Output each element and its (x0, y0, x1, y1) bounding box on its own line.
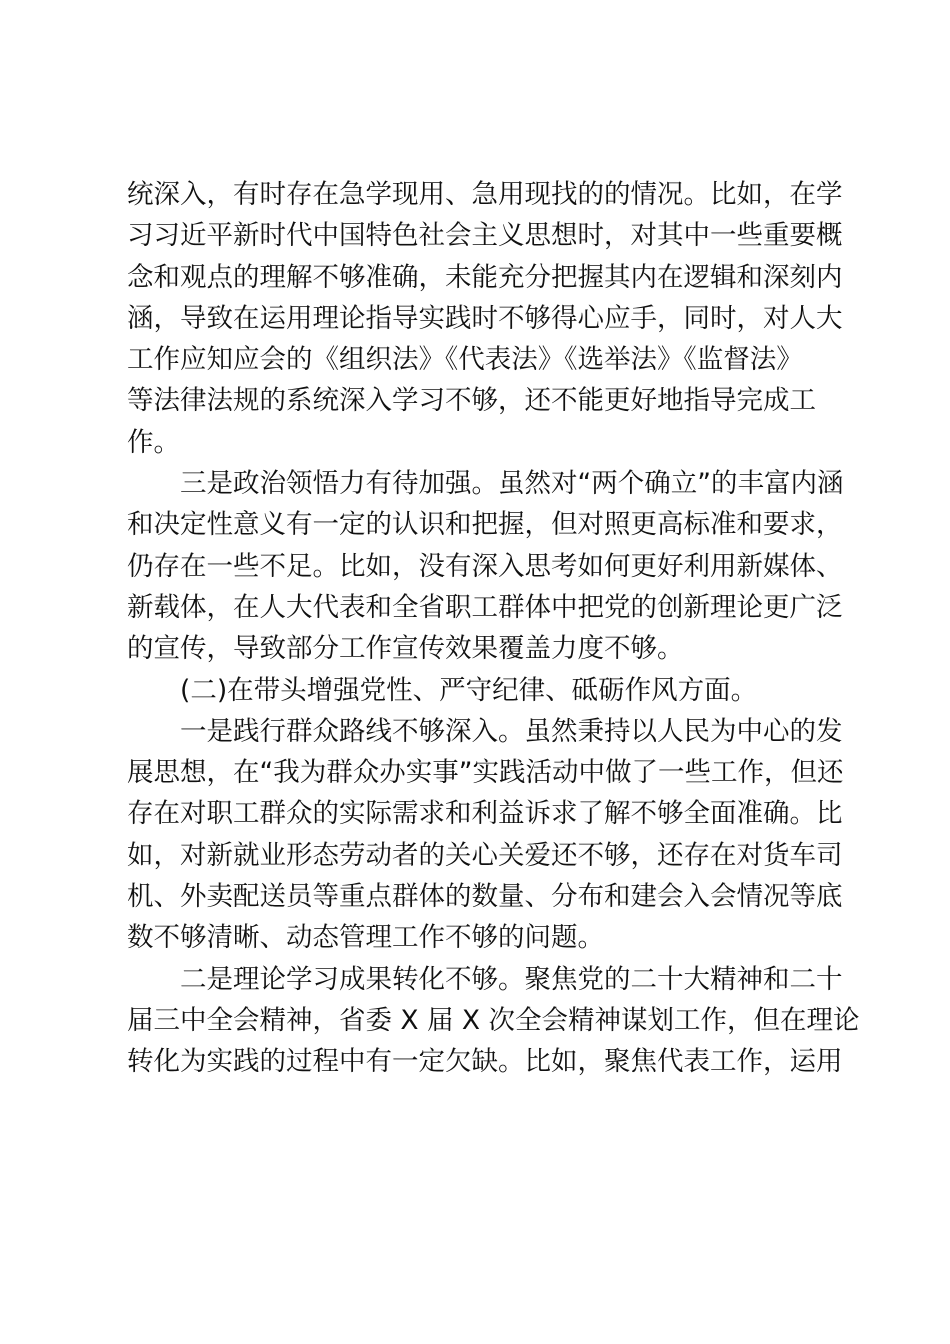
paragraph-start-line: 一是践行群众路线不够深入。虽然秉持以人民为中心的发 (180, 715, 843, 747)
text-line: 转化为实践的过程中有一定欠缺。比如，聚焦代表工作，运用 (127, 1046, 843, 1078)
document-body (127, 174, 860, 1083)
text-line: 涵，导致在运用理论指导实践时不够得心应手，同时，对人大 (127, 302, 843, 334)
text-line: 统深入，有时存在急学现用、急用现找的的情况。比如，在学 (127, 179, 843, 210)
text-line: 如，对新就业形态劳动者的关心关爱还不够，还存在对货车司 (127, 839, 843, 871)
text-line: 工作应知应会的《组织法》《代表法》《选举法》《监督法》 (127, 344, 803, 376)
text-line: 等法律法规的系统深入学习不够，还不能更好地指导完成工 (127, 385, 816, 417)
text-line: 数不够清晰、动态管理工作不够的问题。 (127, 922, 604, 954)
paragraph-start-line: 三是政治领悟力有待加强。虽然对“两个确立”的丰富内涵 (180, 468, 844, 500)
text-line: 念和观点的理解不够准确，未能充分把握其内在逻辑和深刻内 (127, 261, 843, 293)
text-line: 展思想，在“我为群众办实事”实践活动中做了一些工作，但还 (127, 757, 844, 789)
text-line: 仍存在一些不足。比如，没有深入思考如何更好利用新媒体、 (127, 550, 843, 582)
text-line: 届三中全会精神，省委 X 届 X 次全会精神谋划工作，但在理论 (127, 1004, 860, 1036)
text-line: 机、外卖配送员等重点群体的数量、分布和建会入会情况等底 (127, 881, 843, 913)
section-heading: (二)在带头增强党性、严守纪律、砥砺作风方面。 (180, 674, 758, 706)
text-line: 作。 (127, 426, 180, 458)
text-line: 习习近平新时代中国特色社会主义思想时，对其中一些重要概 (127, 220, 843, 252)
text-line: 新载体，在人大代表和全省职工群体中把党的创新理论更广泛 (127, 591, 843, 623)
text-line: 和决定性意义有一定的认识和把握，但对照更高标准和要求， (127, 509, 843, 541)
text-line: 的宣传，导致部分工作宣传效果覆盖力度不够。 (127, 633, 684, 665)
paragraph-start-line: 二是理论学习成果转化不够。聚焦党的二十大精神和二十 (180, 963, 843, 995)
text-line: 存在对职工群众的实际需求和利益诉求了解不够全面准确。比 (127, 798, 843, 830)
